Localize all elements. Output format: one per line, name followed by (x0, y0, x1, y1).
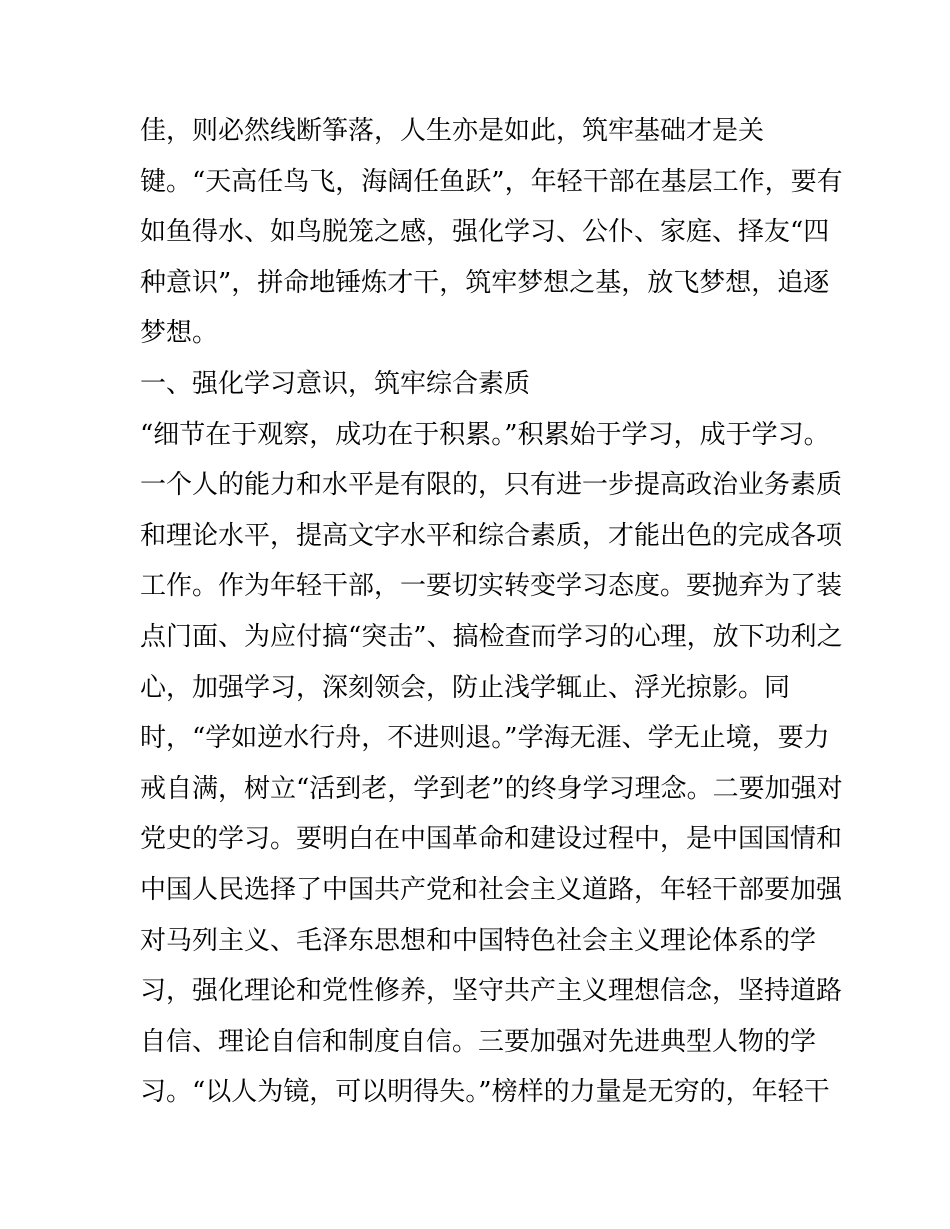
text-line: 党史的学习。要明白在中国革命和建设过程中，是中国国情和 (140, 824, 843, 855)
text-line: 习，强化理论和党性修养，坚守共产主义理想信念，坚持道路 (140, 976, 843, 1007)
text-line: 佳，则必然线断筝落，人生亦是如此，筑牢基础才是关 (140, 116, 765, 146)
text-line: 一个人的能力和水平是有限的，只有进一步提高政治业务素质 (140, 470, 843, 501)
text-line: 自信、理论自信和制度自信。三要加强对先进典型人物的学 (140, 1026, 817, 1057)
text-line: 如鱼得水、如鸟脱笼之感，强化学习、公仆、家庭、择友“四 (140, 217, 830, 248)
text-line: 工作。作为年轻干部，一要切实转变学习态度。要抛弃为了装 (140, 571, 843, 602)
section-heading: 一、强化学习意识，筑牢综合素质 (140, 368, 531, 399)
text-line: “细节在于观察，成功在于积累。”积累始于学习，成于学习。 (140, 419, 830, 450)
text-line: 戒自满，树立“活到老，学到老”的终身学习理念。二要加强对 (140, 773, 843, 804)
text-line: 点门面、为应付搞“突击”、搞检查而学习的心理，放下功利之 (140, 621, 843, 652)
text-line: 对马列主义、毛泽东思想和中国特色社会主义理论体系的学 (140, 925, 817, 956)
text-line: 习。“以人为镜，可以明得失。”榜样的力量是无穷的，年轻干 (140, 1077, 830, 1108)
text-line: 时，“学如逆水行舟，不进则退。”学海无涯、学无止境，要力 (140, 723, 830, 754)
text-line: 键。“天高任鸟飞，海阔任鱼跃”，年轻干部在基层工作，要有 (140, 166, 843, 197)
text-line: 心，加强学习，深刻领会，防止浅学辄止、浮光掠影。同 (140, 672, 791, 703)
text-line: 梦想。 (140, 318, 219, 349)
text-line: 和理论水平，提高文字水平和综合素质，才能出色的完成各项 (140, 520, 843, 551)
text-line: 种意识”，拼命地锤炼才干，筑牢梦想之基，放飞梦想，追逐 (140, 267, 830, 298)
text-line: 中国人民选择了中国共产党和社会主义道路，年轻干部要加强 (140, 874, 843, 905)
document-body (140, 106, 843, 1118)
